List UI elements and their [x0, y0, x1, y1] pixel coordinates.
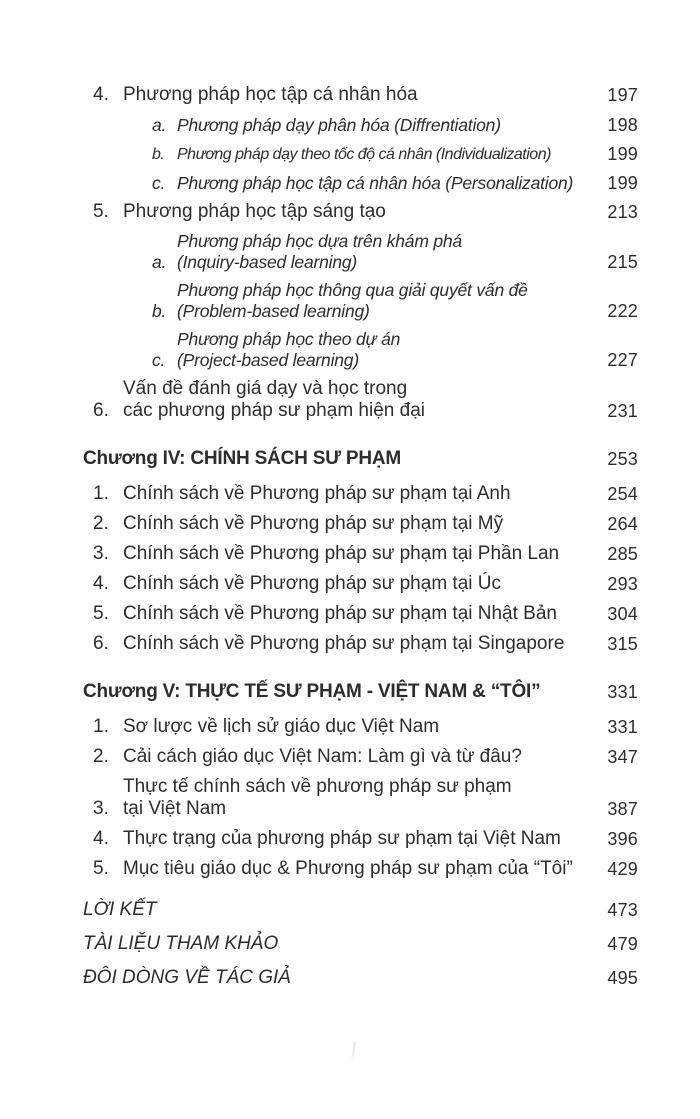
entry-title-line1: Phương pháp học dựa trên khám phá — [177, 231, 462, 251]
backmatter-page: 479 — [607, 934, 638, 954]
toc-entry — [83, 573, 638, 595]
entry-title: Phương pháp học tập cá nhân hóa — [123, 84, 418, 105]
toc-entry — [83, 543, 638, 565]
entry-page: 227 — [607, 350, 638, 370]
entry-letter: b. — [152, 301, 167, 321]
entry-title: Chính sách về Phương pháp sư phạm tại Mỹ — [123, 513, 504, 534]
backmatter-entry — [83, 899, 638, 921]
entry-page: 264 — [607, 514, 638, 534]
entry-title — [123, 378, 596, 422]
entry-title: Chính sách về Phương pháp sư phạm tại Phần Lan — [123, 543, 560, 564]
entry-number: 5. — [93, 201, 109, 222]
entry-number: 2. — [93, 746, 109, 767]
entry-title: Mục tiêu giáo dục & Phương pháp sư phạm của “Tôi” — [123, 858, 573, 879]
entry-title: Chính sách về Phương pháp sư phạm tại Anh — [123, 483, 511, 504]
entry-page: 304 — [607, 604, 638, 624]
entry-number: 4. — [93, 573, 109, 594]
toc-entry — [83, 828, 638, 850]
entry-title: Chính sách về Phương pháp sư phạm tại Singapore — [123, 633, 565, 654]
backmatter-title: TÀI LIỆU THAM KHẢO — [83, 933, 279, 954]
backmatter-page: 473 — [607, 900, 638, 920]
backmatter-title: LỜI KẾT — [83, 899, 157, 920]
entry-title — [177, 231, 596, 273]
entry-title — [177, 280, 596, 322]
entry-page: 293 — [607, 574, 638, 594]
entry-number: 5. — [93, 603, 109, 624]
entry-title-line2: (Inquiry-based learning) — [177, 252, 358, 272]
entry-title: Cải cách giáo dục Việt Nam: Làm gì và từ đâu? — [123, 746, 522, 767]
backmatter-page: 495 — [607, 968, 638, 988]
entry-number: 6. — [93, 400, 109, 421]
entry-page: 197 — [607, 85, 638, 105]
entry-number: 1. — [93, 716, 109, 737]
chapter-page: 253 — [607, 449, 638, 469]
entry-title-line2: (Problem-based learning) — [177, 301, 370, 321]
entry-number: 3. — [93, 798, 109, 819]
chapter-title: Chương IV: CHÍNH SÁCH SƯ PHẠM — [83, 448, 402, 469]
chapter-heading-iv — [83, 447, 638, 470]
entry-page: 213 — [607, 202, 638, 222]
toc-subentry — [83, 172, 638, 194]
chapter-heading-v — [83, 680, 638, 703]
chapter-page: 331 — [607, 682, 638, 702]
toc-subentry — [83, 280, 638, 322]
entry-title-line2: tại Việt Nam — [123, 798, 227, 819]
entry-letter: c. — [152, 350, 166, 370]
entry-page: 199 — [607, 144, 638, 164]
toc-entry — [83, 84, 638, 106]
entry-page: 285 — [607, 544, 638, 564]
entry-title — [123, 776, 596, 820]
backmatter-entry — [83, 933, 638, 955]
entry-title: Phương pháp dạy phân hóa (Diffrentiation) — [177, 115, 501, 135]
entry-page: 429 — [607, 859, 638, 879]
entry-title-line1: Phương pháp học thông qua giải quyết vấn đề — [177, 280, 528, 300]
entry-number: 5. — [93, 858, 109, 879]
toc-entry — [83, 483, 638, 505]
entry-title-line2: các phương pháp sư phạm hiện đại — [123, 400, 425, 421]
entry-title-line2: (Project-based learning) — [177, 350, 359, 370]
entry-title-line1: Phương pháp học theo dự án — [177, 329, 401, 349]
entry-letter: a. — [152, 115, 167, 135]
toc-entry — [83, 378, 638, 422]
entry-page: 396 — [607, 829, 638, 849]
entry-letter: b. — [152, 146, 165, 163]
entry-title: Chính sách về Phương pháp sư phạm tại Nhật Bản — [123, 603, 557, 624]
toc-entry — [83, 633, 638, 655]
backmatter-title: ĐÔI DÒNG VỀ TÁC GIẢ — [83, 967, 291, 988]
scan-artifact — [348, 1041, 355, 1058]
toc-entry — [83, 746, 638, 768]
entry-title: Phương pháp học tập sáng tạo — [123, 201, 386, 222]
entry-number: 4. — [93, 828, 109, 849]
toc-subentry — [83, 329, 638, 371]
entry-title: Chính sách về Phương pháp sư phạm tại Úc — [123, 573, 501, 594]
entry-number: 1. — [93, 483, 109, 504]
toc-subentry — [83, 114, 638, 136]
entry-number: 4. — [93, 84, 109, 105]
toc-entry — [83, 513, 638, 535]
toc-entry — [83, 201, 638, 223]
entry-title — [177, 329, 596, 371]
toc-entry — [83, 858, 638, 880]
entry-title: Phương pháp dạy theo tốc độ cá nhân (Individualization) — [177, 146, 551, 163]
entry-title: Phương pháp học tập cá nhân hóa (Personalization) — [177, 173, 574, 193]
entry-page: 315 — [607, 634, 638, 654]
entry-page: 254 — [607, 484, 638, 504]
entry-title: Sơ lược về lịch sử giáo dục Việt Nam — [123, 716, 440, 737]
entry-page: 199 — [607, 173, 638, 193]
entry-letter: a. — [152, 252, 167, 272]
backmatter-entry — [83, 967, 638, 989]
toc-subentry — [83, 143, 638, 165]
toc-entry — [83, 776, 638, 820]
entry-title-line1: Thực tế chính sách về phương pháp sư phạm — [123, 776, 512, 797]
entry-page: 222 — [607, 301, 638, 321]
toc-entry — [83, 603, 638, 625]
toc-subentry — [83, 231, 638, 273]
toc-entry — [83, 716, 638, 738]
entry-number: 2. — [93, 513, 109, 534]
entry-page: 331 — [607, 717, 638, 737]
entry-number: 6. — [93, 633, 109, 654]
entry-page: 231 — [607, 401, 638, 421]
chapter-title: Chương V: THỰC TẾ SƯ PHẠM - VIỆT NAM & “TÔI” — [83, 681, 541, 702]
entry-page: 347 — [607, 747, 638, 767]
entry-title-line1: Vấn đề đánh giá dạy và học trong — [123, 378, 408, 399]
entry-page: 198 — [607, 115, 638, 135]
entry-title: Thực trạng của phương pháp sư phạm tại Việt Nam — [123, 828, 561, 849]
entry-number: 3. — [93, 543, 109, 564]
entry-page: 387 — [607, 799, 638, 819]
entry-page: 215 — [607, 252, 638, 272]
entry-letter: c. — [152, 173, 166, 193]
